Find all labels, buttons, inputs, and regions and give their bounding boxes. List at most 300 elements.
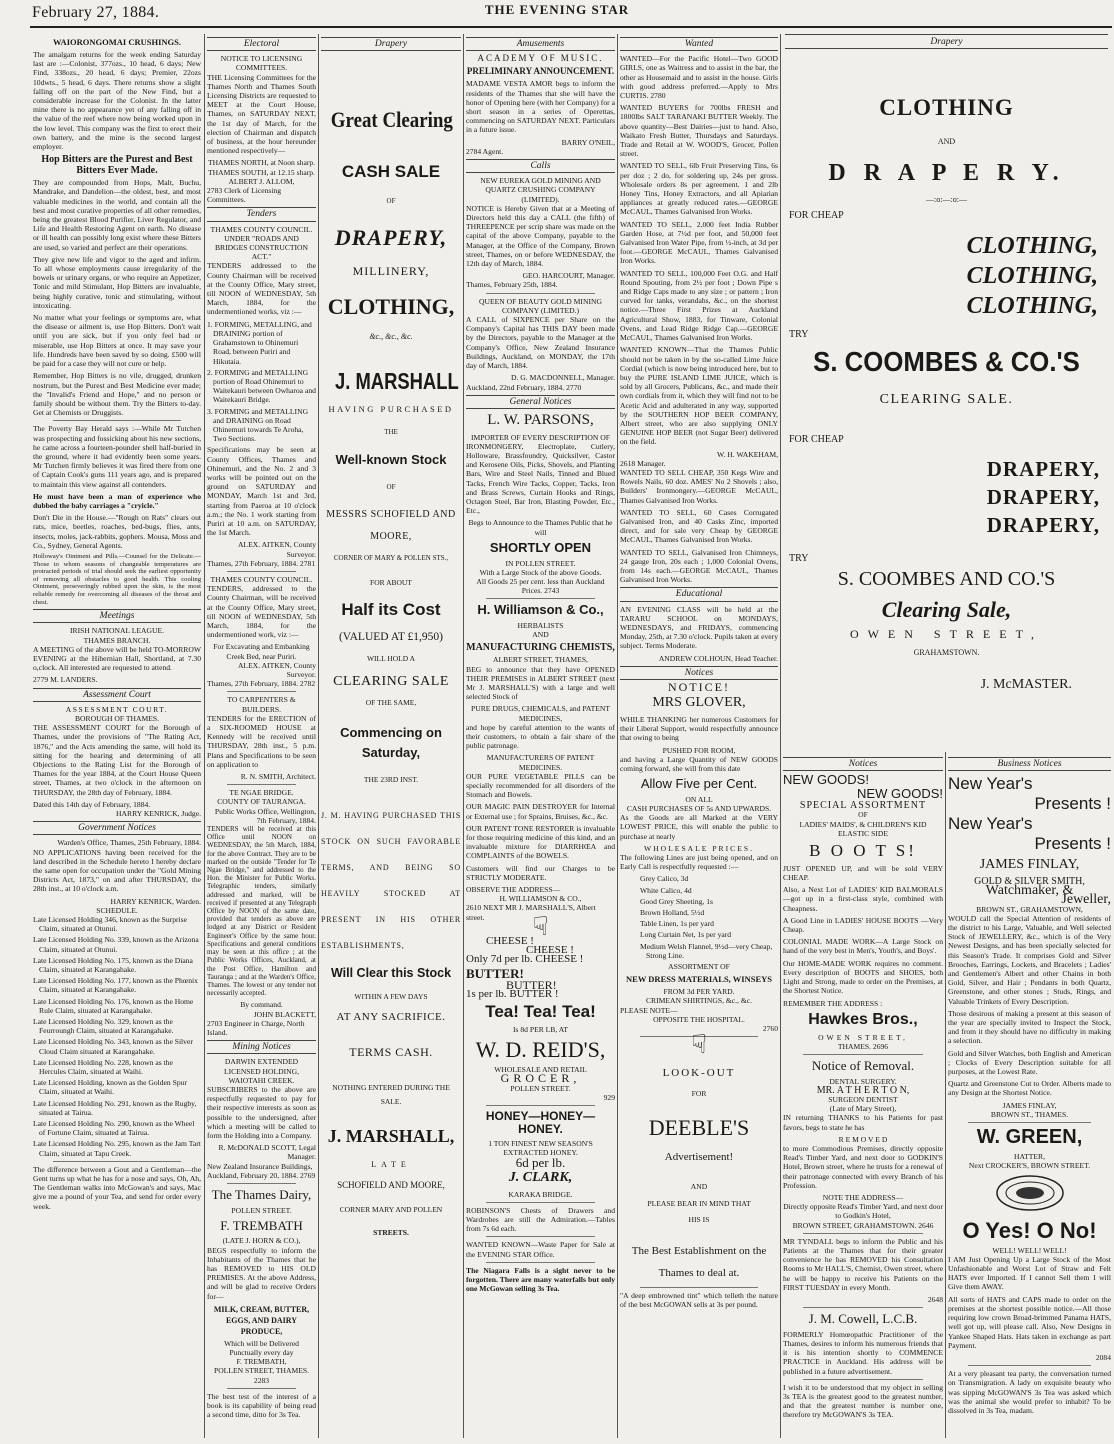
butter-2: BUTTER! (506, 977, 557, 992)
clearing-sale-heading: CLEARING SALE. (879, 392, 1014, 407)
column-divider (617, 34, 618, 1438)
section-header-mining: Mining Notices (207, 1040, 316, 1054)
crushings-body: The amalgam returns for the week ending Saturday last are :—Colonist, 377ozs., 10 head, 6 days; New Find, 338ozs., 20 head, 6 days; Premier, 22ozs 10dwts., 5 head, 6 days. There returns show a slight falling off on the part of the New Find, but a considerable increase for the Colonist. In the latter mine there is no appearance yet of any falling off in the value of the reef where now being worked upon in the low level. This company was the first to erect their own battery, and the mine is the second largest employer. (33, 50, 201, 152)
wholesale-prices: WHOLESALE PRICES. (644, 843, 754, 853)
allow-on: ON ALL (685, 794, 713, 804)
dairy-sub: POLLEN STREET. (231, 1205, 292, 1215)
dairy-late: (LATE J. HORN & CO.), (222, 1236, 301, 1246)
queen-sig: D. G. MACDONNELL, Manager. (511, 373, 615, 383)
column-1 (33, 34, 201, 1440)
honey-body: 1 TON FINEST NEW SEASON'S EXTRACTED HONEY. (488, 1139, 593, 1158)
licensing-body: THE Licensing Committees for the Thames North and Thames South Licensing Districts are requested to MEET at the Court House, Thames, on SATURDAY NEXT, the 1st day of March, for the election of Chairman and dispatch of business, at the hour hereunder mentioned respectively— (207, 72, 316, 156)
line-item: Long Curtain Net, 1s per yard (640, 930, 732, 940)
section-header-general: General Notices (466, 395, 615, 409)
cash-sale: CASH SALE (341, 162, 441, 182)
for-cheap: FOR CHEAP (789, 210, 844, 221)
licensing-sig: ALBERT J. ALLOM, (228, 176, 295, 186)
tender-work-item: 1. FORMING, METALLING, and DRAINING portion of Grahamstown to Ohinemuri Road, between Puriri and Hikutaia. (207, 319, 312, 366)
schofield-moore-2: SCHOFIELD AND MOORE, (337, 1180, 445, 1191)
section-header-notices: Notices (620, 666, 778, 680)
queen-title: QUEEN OF BEAUTY GOLD MINING COMPANY (LIMITED.) (479, 296, 602, 315)
mining-body: SUBSCRIBERS to the above are respectfully requested to pay for their respective interests as soon as possible to the undersigned, after which a meeting will be called to form the Holding into a Company. (207, 1084, 316, 1140)
clothing-script-line: CLOTHING, (966, 293, 1098, 319)
hop-bitters-body: Remember, Hop Bitters is no vile, drugged, drunken nostrum, but the Purest and Best Medicine ever made; the "Invalid's Friend and Hope," and no person or family should be without them. Try the Bitters to-day. Get at Chemists or Druggists. (33, 371, 201, 418)
williamson-sig: H. WILLIAMSON & CO., (499, 894, 582, 904)
new-years-1: New Year's (948, 774, 1033, 794)
williamson-pills: OUR PURE VEGETABLE PILLS can be specially recommended for all disorders of the Stomach and Bowels. (466, 771, 615, 800)
well-known-stock: Well-known Stock (335, 452, 447, 468)
tender-1-list (207, 320, 316, 444)
divider (486, 293, 595, 294)
tender-4-office: Public Works Office, Wellington, 7th February, 1884. (214, 806, 316, 825)
wanted-nails: WANTED TO SELL CHEAP, 350 Kegs Wire and Rowels Nails, 60 doz. AMES' No 2 Shovels ; also, Builders' Ironmongery.—GEORGE McCAUL, Thames Galvanised Iron Works. (620, 467, 778, 505)
eureka-body: NOTICE is Hereby Given that at a Meeting of Directors held this day a CALL (the fifth) of THREEPENCE per scrip share was made on the capital of the above Company, payable to the Manager, at the Office of the Company, Brown street, Thames, on or before WEDNESDAY, the 12th day of March, 1884. (466, 203, 615, 269)
divider (227, 691, 296, 692)
j-marshall-signature: J. MARSHALL, (327, 1126, 455, 1147)
presents-1: Presents ! (1034, 794, 1111, 814)
newspaper-title: THE EVENING STAR (484, 2, 630, 17)
divider (227, 784, 296, 785)
house-boots: A Good Line in LADIES' HOUSE BOOTS —Very Cheap. (783, 915, 943, 935)
schedule-item: Late Licensed Holding No. 176, known as the Home Rule Claim, situated at Karangahake. (33, 996, 194, 1015)
academy-sig: BARRY O'NEIL, (561, 137, 615, 147)
the-23rd-inst: THE 23RD INST. (363, 775, 419, 785)
clothing-script-line: CLOTHING, (966, 233, 1098, 259)
allow-five-percent: Allow Five per Cent. (640, 776, 758, 792)
j-marshall-title: J. MARSHALL (335, 367, 459, 394)
schedule-item: Late Licensed Holding No. 291, known as the Rugby, situated at Tairua. (33, 1098, 197, 1117)
bottom-item: The difference between a Gout and a Gentleman—the Gent turns up what he has for a nose and says, Oh, Ah, The Gentleman walks into McGowan's and says, Mac give me a pound of your Tea, and send for order every week. (33, 1164, 201, 1211)
schedule-item: Late Licensed Holding, known as the Golden Spur Claim, situated at Waihi. (33, 1078, 187, 1097)
divider (486, 1236, 595, 1237)
cowell: J. M. Cowell, L.C.B. (808, 1311, 918, 1327)
dairy-title: The Thames Dairy, (211, 1186, 312, 1202)
of-label-2: OF (386, 483, 396, 492)
boots-heading: B O O T S! (809, 841, 917, 861)
divider (227, 1183, 296, 1184)
finlay-sig2: BROWN ST., THAMES. (990, 1109, 1069, 1119)
divider (803, 1054, 923, 1055)
robinson-item: ROBINSON'S Chests of Drawers and Wardrobes are still the Admiration.—Tables from 7s 6d each. (466, 1205, 615, 1234)
tender-1-spec: Specifications may be seen at County Offices, Thames and Ohinemuri, and the No. 2 and 3 works will be pointed out on the ground on SATURDAY and MONDAY, March 1st and 3rd, starting from Paeroa at 10 o'clock a.m.; the No. 1 work starting from Puriri at 10 a.m. on SATURDAY, the 1st March. (207, 445, 316, 538)
section-header-electoral: Electoral (207, 37, 316, 51)
butter-3: 1s per lb. BUTTER ! (466, 987, 559, 1000)
williamson-tone: OUR PATENT TONE RESTORER is invaluable for those requiring medicine of this kind, and an invaluable mixture for DIARRHŒA and COMPLAINTS of the BOWELS. (466, 823, 615, 861)
schedule-item: Late Licensed Holding No. 175, known as the Diana Claim, situated at Karangahake. (33, 955, 193, 975)
well-well: WELL! WELL! WELL! (992, 1245, 1067, 1255)
line-item: Table Linen, 1s per yard (640, 919, 714, 929)
allow-body: As the Goods are all Marked at the VERY LOWEST PRICE, this will enable the public to purchase at nearly (620, 813, 778, 841)
clothing-heading: CLOTHING (879, 95, 1014, 120)
corner-mary-pollen: CORNER OF MARY & POLLEN STS., (333, 554, 449, 563)
mcmaster: J. McMASTER. (980, 677, 1072, 692)
column-divider (945, 752, 946, 1438)
w-green: W. GREEN, (976, 1125, 1083, 1148)
dairy-goods: MILK, CREAM, BUTTER, EGGS, AND DAIRY PRODUCE, (213, 1304, 310, 1336)
tyndall-no: 2648 (927, 1295, 943, 1305)
section-header-meetings: Meetings (33, 609, 201, 623)
cheese-2: CHEESE ! (526, 944, 574, 957)
streets: STREETS. (373, 1227, 409, 1237)
schedule-item: Late Licensed Holding No. 343, known as the Silver Cloud Claim situated at Karangahake. (33, 1037, 193, 1056)
wanted-spouting: WANTED TO SELL, 100,000 Feet O.G. and Half Round Spouting, from 2½ per foot ; Down Pipe s and Ridge Caps made to any size ; or pattern ; Iron curved for tanks, verandahs, &c., on the shortest notice.—Three First Prizes at Auckland Agricultural Show, 1883, for Tinware, Colonial Ovens, and Lead Ridge Ridge Cap.—GEORGE McCAUL, Thames Galvanised Iron Works. (620, 268, 778, 343)
hawkes-thames: THAMES. 2696 (837, 1041, 889, 1051)
licensing-north: THAMES NORTH, at Noon sharp. (207, 158, 316, 168)
please-note: PLEASE NOTE— (620, 1005, 678, 1015)
corner-mary-pollen-2: CORNER MARY AND POLLEN (339, 1204, 443, 1214)
cowell-body: FORMERLY Homœopathic Practitioner of the Thames, desires to inform his numerous friends that it is his intention shortly to COMMENCE PRACTICE in Auckland. His address will be published in a future advertisement. (783, 1329, 943, 1376)
divider (803, 1379, 923, 1380)
atherton-body: IN returning THANKS to his Patients for past favors, begs to state he has (783, 1113, 943, 1132)
tender-2-body: TENDERS, addressed to the County Chairman, will be received at the County Office, Mary street, till NOON of WEDNESDAY, 5th March, 1884, for the undermentioned work, viz :— (207, 584, 316, 640)
james-finlay: JAMES FINLAY, (979, 857, 1080, 873)
jm-purchased-body: J. M. HAVING PURCHASED THIS STOCK ON SUCH FAVORABLE TERMS, AND BEING SO HEAVILY STOCKED AT PRESENT IN HIS OTHER ESTABLISHMENTS, (321, 810, 461, 950)
williamson-charges: Customers will find our Charges to be STRICTLY MODERATE. (466, 863, 615, 882)
will-hold-a: WILL HOLD A (366, 653, 416, 663)
line-item: Good Grey Sheeting, 1s (640, 896, 713, 906)
finlay-body4: Quartz and Greenstone Cut to Order. Alberts made to any Design at the Shortest Notice. (948, 1079, 1111, 1098)
mining-addr: New Zealand Insurance Buildings, Auckland, February 20, 1884. 2769 (207, 1161, 316, 1180)
drapery-title: DRAPERY, (334, 225, 448, 251)
honey-price: 6d per lb. (515, 1154, 566, 1170)
hop-bitters-body: No matter what your feelings or symptoms are, what the disease or ailment is, use Hop Bitters. Don't wait until you are sick, but if you only feel bad or miserable, use Hop Bitters at once. It may save your life. Hundreds have been saved by so doing. £500 will be paid for a case they will not cure or help. (33, 313, 201, 369)
section-header-wanted: Wanted (620, 37, 778, 51)
column-divider (318, 34, 319, 1438)
tender-1-date: Thames, 27th February, 1884. 2781 (207, 558, 316, 568)
tender-4-by: By command. (240, 1000, 283, 1010)
note-address: NOTE THE ADDRESS— (822, 1192, 904, 1202)
tender-2-work: For Excavating and Embanking Creek Bed, near Puriri. (213, 642, 310, 661)
tender-4-body: TENDERS will be received at this Office until NOON on WEDNESDAY, the 5th March, 1884, for the above Contract. They are to be marked on the outside "Tender for Te Ngae Bridge," and addressed to the Hon. the Minister for Public Works. Telegraphic tenders, similarly addressed and marked, will be received if presented at any Telegraph Office by NOON of the same date, provided that tenders as above are lodged at any District or Resident Engineer's Office by the same hour. Specifications and general conditions may be seen at this office ; at the Public Works Offices, Auckland, at the Post Office, Hamilton and Tauranga ; and at the Warden's Office, Thames. The lowest or any tender not necessarily accepted. (207, 825, 316, 998)
section-header-drapery-2: Drapery (785, 34, 1108, 49)
wanted-chimneys: WANTED TO SELL, Galvanised Iron Chimneys, 24 gauge Iron, 20s each ; 1,000 Colonial Ovens, from 14s each.—GEORGE McCAUL, Thames Galvanised Iron Works. (620, 547, 778, 585)
cheese-3: Only 7d per lb. CHEESE ! (466, 953, 584, 966)
tender-2-date: Thames, 27th February, 1884. 2782 (207, 679, 316, 689)
drapery-line: DRAPERY, (986, 513, 1100, 537)
williamson-title: H. Williamson & Co., (477, 602, 604, 618)
eureka-date: Thames, February 25th, 1884. (466, 280, 558, 290)
tender-3-title: TO CARPENTERS & BUILDERS. (227, 695, 296, 714)
gov-office: Warden's Office, Thames, 25th February, 1884. (57, 838, 201, 848)
opposite-no: 2760 (762, 1024, 778, 1034)
dairy-deliver: Which will be Delivered Punctually every day (224, 1338, 299, 1358)
section-header-drapery: Drapery (321, 37, 461, 51)
etc: &c., &c., &c. (369, 331, 413, 341)
colhoun-sig: ANDREW COLHOUN, Head Teacher. (658, 653, 778, 663)
will-clear-stock: Will Clear this Stock (330, 965, 452, 980)
honey-title: HONEY—HONEY—HONEY. (485, 1109, 596, 1136)
valued-at: (VALUED AT £1,950) (338, 630, 444, 643)
divider (227, 1388, 296, 1389)
lines-list (620, 874, 778, 960)
allow-cash: CASH PURCHASES OF 5s AND UPWARDS. (626, 803, 772, 813)
tender-1-body: TENDERS addressed to the County Chairman will be received at the County Office, Mary street, till NOON of WEDNESDAY, 5th March, 1884, for the undermentioned works, viz :— (207, 261, 316, 317)
clearing-sale: CLEARING SALE (333, 673, 449, 689)
finlay-body: WOULD call the Special Attention of residents of the district to his Large, Valuable, and Well selected Stock of JEWELLERY, &c., which is of the Very Newest Designs, and has been specially selected for this Season's Trade. It comprises Gold and Silver Brooches, Earrings, Lockets, and Bracelets ; Ladies' and Gentlemen's Albert and other Chains in both Gold, Silver, and Hair ; Pendants in both Quartz, Greenstone, and other stones ; Studs, Rings, and Valuable Trinkets of Every Description. (948, 913, 1111, 1006)
tender-4-sub: COUNTY OF TAURANGA. (217, 797, 306, 807)
irish-league-sig: 2779 M. LANDERS. (33, 675, 98, 685)
column-6 (783, 754, 943, 1440)
tender-work-item: 3. FORMING and METALLING and DRAINING on Road Ohinemuri towards Te Aroha, Two Sections. (207, 406, 309, 444)
waste-paper-item: WANTED KNOWN—Waste Paper for Sale at the EVENING STAR Office. (466, 1240, 615, 1259)
o-yes-o-no: O Yes! O No! (962, 1217, 1097, 1243)
divider (640, 1287, 758, 1288)
evening-class: AN EVENING CLASS will be held at the TARARU SCHOOL on MONDAYS, WEDNESDAYS, and FRIDAYS, commencing Monday, 25th, at 7.30 o'clock. Pupils taken at every subject. Terms Moderate. (620, 604, 778, 651)
winseys-from: FROM 3d PER YARD. (663, 987, 735, 997)
gov-sig: HARRY KENRICK, Warden. (110, 896, 201, 906)
tender-3-body: TENDERS for the ERECTION of a SIX-ROOMED HOUSE at Kennedy will be received until THURSDAY, 28th inst., 5 p.m. Plans and Specifications to be seen on application to (207, 713, 316, 769)
try-label: TRY (789, 329, 809, 340)
wakeham-sig: W. H. WAKEHAM, (717, 449, 778, 459)
home-made: Our HOME-MADE WORK requires no comment. Every description of BOOTS and SHOES, both Light and Strong, made to order on the Premises, at the Shortest Notice. (783, 958, 943, 996)
ladies-boots: LADIES' MAIDS', & CHILDREN'S KID ELASTIC SIDE (799, 819, 927, 838)
green-no: 2084 (1095, 1352, 1111, 1362)
drapery-line: DRAPERY, (986, 485, 1100, 509)
and-label: AND (690, 1182, 708, 1192)
schedule-item: Late Licensed Holding No. 228, known as the Hercules Claim, situated at Waihi. (33, 1057, 173, 1077)
advertisement: Advertisement! (664, 1150, 734, 1163)
assessment-title: ASSESSMENT COURT. (65, 704, 169, 714)
drapery-heading: D R A P E R Y. (828, 160, 1065, 186)
ornament: —:o:—:o:— (926, 195, 967, 204)
divider (968, 1122, 1091, 1123)
coombes-heading: S. COOMBES & CO.'S (813, 346, 1080, 377)
williamson-magic: OUR MAGIC PAIN DESTROYER for Internal or External use ; for Sprains, Bruises, &c., &c. (466, 802, 615, 821)
hatter: HATTER, (1013, 1151, 1045, 1161)
wanted-fruit-tins: WANTED TO SELL, 6lb Fruit Preserving Tins, 6s per doz ; 2 do, for soldering up, 24s per gross. Wholesale orders 8s per agreement. 1 and 2lb Honey Tins, Honey Extractors, and all Apiarian appliances at greatly reduced rates.—GEORGE McCAUL, Thames Galvanised Iron Works. (620, 161, 778, 217)
atherton-addr2: BROWN STREET, GRAHAMSTOWN. 2646 (792, 1220, 934, 1230)
tyndall-body: MR TYNDALL begs to inform the Public and his Patients at the Thames that for their greater convenience he has REMOVED his Consultation Rooms to Mr HALL'S, Chemist, Owen street, where he will be happy to receive his Patients on the FIRST TUESDAY in every Month. (783, 1236, 943, 1292)
line-item: White Calico, 4d (640, 885, 692, 895)
parsons-price: All Goods 25 per cent. less than Auckland Prices. 2743 (476, 576, 605, 596)
licensing-south: THAMES SOUTH, at 12.15 sharp. (208, 167, 315, 177)
masthead (0, 0, 1114, 34)
notice-of-removal: Notice of Removal. (811, 1057, 915, 1073)
section-header-amusements: Amusements (466, 37, 615, 51)
holloway-item: Holloway's Ointment and Pills.—Counsel for the Delicate.—Those to whom seasons of changeable temperatures are protracted periods of trial should seek the earliest opportunity of removing all obstacles to good health. This cooling Ointment, perseveringly rubbed upon the skin, is the most reliable remedy for overcoming all diseases of the throat and chest. (33, 552, 201, 606)
williamson-sig2: 2610 NEXT MR J. MARSHALL'S, Albert street. (466, 903, 596, 922)
williamson-body: BEG to announce that they have OPENED THEIR PREMISES in ALBERT STREET (next Mr J. MARSHALL'S) with a large and well selected Stock of (466, 664, 615, 702)
wd-reids: W. D. REID'S, (475, 1037, 606, 1063)
section-header-government: Government Notices (33, 821, 201, 835)
presents-2: Presents ! (1034, 834, 1111, 854)
j-clark: J. CLARK, (508, 1169, 573, 1185)
owen-street: OWEN STREET, (849, 627, 1044, 641)
parsons-body2: Begs to Announce to the Thames Public that he will (468, 518, 613, 537)
late-mary-street: (Late of Mary Street), (829, 1104, 897, 1114)
queen-body: A CALL of SIXPENCE per Share on the Company's Capital has THIS DAY been made by the Directors, payable to the Manager at the Company's Office, New Zealand Insurance Buildings, Auckland, on MONDAY, the 17th day of March, 1884. (466, 315, 615, 371)
surgeon-dentist: SURGEON DENTIST (828, 1094, 898, 1104)
half-its-cost: Half its Cost (341, 599, 441, 619)
line-item: Grey Calico, 3d (640, 874, 689, 884)
academy-body: MADAME VESTA AMOR begs to inform the residents of the Thames that she will have the honor of Opening here (with her Company) for a short season in a series of Operettas, commencing on SATURDAY NEXT. Particulars in a future issue. (466, 79, 615, 135)
clearing-sale-script: Clearing Sale, (881, 597, 1012, 622)
schofield-and-moore: MESSRS SCHOFIELD AND MOORE, (326, 509, 456, 543)
tender-work-item: 2. FORMING and METALLING portion of Road Ohinemuri to Waitekauri between Owharoa and Waitekauri Bridge. (207, 367, 316, 405)
williamson-sub: HERBALISTS (517, 620, 564, 630)
tender-1-sub: UNDER "ROADS AND BRIDGES CONSTRUCTION ACT." (214, 233, 309, 262)
reid-sub: WHOLESALE AND RETAIL (494, 1065, 587, 1075)
wakeham-no: 2618 Manager. (620, 458, 666, 468)
schedule-item: Late Licensed Holding No. 295, known as the Jam Tart Claim, situated at Tapu Creek. (33, 1139, 201, 1158)
clark-addr: KARAKA BRIDGE. (508, 1189, 573, 1199)
column-5 (620, 34, 778, 1440)
the-label: THE (384, 428, 398, 437)
eureka-title: NEW EUREKA GOLD MINING AND QUARTZ CRUSHING COMPANY (LIMITED). (480, 176, 601, 204)
licensing-title: NOTICE TO LICENSING COMMITTEES. (220, 54, 303, 73)
gov-body: NO APPLICATIONS having been received for the land described in the Schedule hereto I hereby declare the same open for occupation under the "Gold Mining Districts Act, 1873," on and after THURSDAY, the 28th inst., at 10 o'clock a.m. (33, 847, 201, 894)
pointing-hand-icon: ☟ (532, 911, 549, 941)
parsons-body: IRONMONGERY, Electroplate, Cutlery, Holloware, Brassfoundry, Quicksilver, Castor and Kerosene Oils, Picks, Shovels, and Planting Bars, Wire and Steel Nails, Tinned and Blued Tacks, French Wire Tacks, Copper, Tacks, Iron and Brass Screws, Curtain Hooks and Rings, Octagon Steel, Bar Iron, Blasting Powder, Etc., Etc., (466, 441, 615, 516)
bottom-item: I wish it to be understood that my object in selling 3s TEA is the greatest good to the greatest number, and that the greatest number is number one, therefore try McGOWAN'S 3s TEA. (783, 1382, 943, 1420)
parsons-where: IN POLLEN STREET. (505, 558, 576, 568)
williamson-addr: ALBERT STREET, THAMES, (493, 655, 588, 665)
williamson-body2: and hope by careful attention to the wants of their customers, to obtain a fair share of the public patronage. (466, 722, 615, 751)
tender-4-sig: JOHN BLACKETT, (253, 1009, 316, 1019)
and-label: AND (937, 137, 956, 146)
academy-sub: PRELIMINARY ANNOUNCEMENT. (466, 66, 615, 77)
eureka-sig: GEO. HARCOURT, Manager. (522, 271, 615, 281)
section-header-assessment: Assessment Court (33, 688, 201, 702)
shortly-open: SHORTLY OPEN (489, 539, 592, 555)
having-purchased: HAVING PURCHASED (328, 404, 454, 415)
mining-title: DARWIN EXTENDED LICENSED HOLDING, WAIOTAHI CREEK. (223, 1057, 300, 1085)
try-label-2: TRY (789, 553, 809, 564)
just-opened: JUST OPENED UP, and will be sold VERY CHEAP. (783, 863, 943, 883)
bottom-item: At a very pleasant tea party, the conversation turned on Transmigration. A lady on exquisite beauty who was sipping McGOWAN'S 3s Tea was asked which was the animal she would prefer to inhabit? To be dissolved in 3s Tea, madam. (948, 1369, 1111, 1415)
rough-on-rats-item: Don't Die in the House.—"Rough on Rats" clears out rats, mice, beetles, roaches, bed-bugs, flies, ants, insects, moles, jack-rabbits, gophers. Mousa, Moss and Co., Sydney, General Agents. (33, 513, 201, 550)
late-label: LATE (371, 1160, 411, 1170)
balmorals: Also, a Next Lot of LADIES' KID BALMORALS—got up in a first-class style, combined with Cheapness. (783, 885, 943, 913)
divider (53, 1161, 181, 1162)
line-item: Medium Welsh Flannel, 9½d—very Cheap, Strong Line. (640, 941, 773, 960)
section-header-educational: Educational (620, 587, 778, 601)
mining-sig: R. McDONALD SCOTT, Legal Manager. (218, 1143, 316, 1162)
column-3-drapery-ad (321, 34, 461, 1440)
great-clearing: Great Clearing (330, 107, 453, 133)
remember-address: REMEMBER THE ADDRESS : (783, 998, 883, 1008)
drapery-line: DRAPERY, (986, 457, 1100, 481)
tender-1-title: THAMES COUNTY COUNCIL. (210, 224, 313, 234)
grocer: GROCER, (500, 1071, 581, 1086)
divider (486, 1202, 595, 1203)
bottom-item: The Niagara Falls is a sight never to be forgotten. There are many waterfalls but only one McGowan selling 3s Tea. (466, 1265, 615, 1294)
new-years-2: New Year's (948, 814, 1033, 834)
column-divider (204, 34, 205, 1438)
column-2 (207, 34, 316, 1440)
wanted-hose: WANTED TO SELL, 2,000 feet India Rubber Garden Hose, at 7½d per foot, and 50,000 feet Galvanised Iron Water Pipe, from ½-inch, at 3d per foot.—GEORGE McCAUL, Thames Galvanised Iron Works. (620, 219, 778, 266)
atherton-addr: Directly opposite Read's Timber Yard, and next door to Godkin's Hotel, (783, 1202, 943, 1221)
coombes-drapery-ad (781, 34, 1112, 752)
schedule-title: SCHEDULE. (96, 905, 138, 915)
hat-icon (948, 1174, 1111, 1214)
tender-4-title: TE NGAE BRIDGE. (229, 788, 294, 798)
glover-body2: and having a Large Quantity of NEW GOODS coming forward, she will from this date (620, 754, 778, 773)
finlay-body2: Those desirous of making a present at this season of the year are specially invited to Inspect the Stock, and from it they should have no difficulty in making a selection. (948, 1008, 1111, 1046)
parsons-sub: IMPORTER OF EVERY DESCRIPTION OF (471, 432, 610, 442)
parsons-title: L. W. PARSONS, (487, 411, 594, 428)
drapery-list (781, 455, 1112, 539)
tender-1-sig: ALEX. AITKEN, County Surveyor. (237, 540, 316, 559)
special-assortment: SPECIAL ASSORTMENT (799, 800, 927, 812)
crimean: CRIMEAN SHIRTINGS, &c., &c. (645, 996, 753, 1006)
section-header-business: Business Notices (948, 757, 1111, 771)
academy-title: ACADEMY OF MUSIC. (477, 53, 604, 64)
bottom-item: The best test of the interest of a book is its capability of being read a second time, ditto for 3s Tea. (207, 1391, 316, 1420)
deebles: DEEBLE'S (648, 1114, 750, 1140)
reid-no: 929 (603, 1092, 615, 1102)
williamson-goods: PURE DRUGS, CHEMICALS, and PATENT MEDICINES, (471, 704, 610, 723)
hawkes-bros: Hawkes Bros., (808, 1010, 918, 1028)
bottom-item: "A deep embrowned tint" which telleth the nature of the best McGOWAN sells at 3s per pound. (620, 1290, 778, 1309)
bear-in-mind: PLEASE BEAR IN MIND THAT (647, 1199, 751, 1209)
look-out: LOOK-OUT (662, 1067, 736, 1080)
schedule-item: Late Licensed Holding No. 290, known as the Wheel of Fortune Claim, situated at Tairua. (33, 1119, 195, 1138)
wanted-buyers: WANTED BUYERS for 700lbs FRESH and 1800lbs SALT TARANAKI BUTTER Weekly. The above quantity—Best Dairies—just to hand. Also, Waikato Fresh Butter, Thursdays and Saturdays. Trade and Retail at W. WOOD'S, Grocer, Pollen street. (620, 103, 778, 159)
within-a-few-days: WITHIN A FEW DAYS (354, 991, 428, 1001)
dairy-body: BEGS respectfully to inform the Inhabitants of the Thames that he has REMOVED to HIS OLD PREMISES. At the above Address, and will be glad to receive Orders for— (207, 1245, 316, 1301)
academy-sig2: 2784 Agent. (466, 146, 504, 156)
commencing-saturday: Commencing on Saturday, (340, 725, 442, 761)
queen-date: Auckland, 22nd February, 1884. 2770 (466, 382, 582, 392)
jeweller: Jeweller, (1061, 892, 1111, 908)
parsons-stock: With a Large Stock of the above Goods. (479, 567, 602, 577)
glover-pushed: PUSHED FOR ROOM, (662, 745, 736, 755)
column-4 (466, 34, 615, 1440)
tender-3-sig: R. N. SMITH, Architect. (240, 772, 316, 782)
williamson-and: AND (532, 630, 549, 640)
schedule-item: Late Licensed Holding No. 177, known as the Phœnix Claim, situated at Karangahake. (33, 976, 198, 995)
licensing-sig2: 2783 Clerk of Licensing Committees. (207, 186, 282, 205)
hop-bitters-body: They give new life and vigor to the aged and infirm. To all whose employments cause irregularity of the bowels or urinary organs, or who require an Appetizer, Tonic and mild Stimulant, Hop Bitters are invaluable, being highly curative, tonic and stimulating, without intoxicating. (33, 254, 201, 310)
assessment-date: Dated this 14th day of February, 1884. (33, 799, 151, 809)
williamson-mfr: MANUFACTURERS OF PATENT MEDICINES. (486, 753, 595, 772)
assortment: ASSORTMENT OF (668, 962, 730, 971)
divider (53, 420, 181, 421)
assessment-sub: BOROUGH OF THAMES. (74, 713, 160, 723)
schedule-item: Late Licensed Holding No. 339, known as the Arizona Claim, situated at Otunui. (33, 935, 199, 954)
divider (968, 1365, 1091, 1366)
butter-1: BUTTER! (466, 965, 524, 981)
schedule-item: Late Licensed Holding No. 329, known as the Feurroungh Claim, situated at Karangahake. (33, 1017, 174, 1036)
winseys: NEW DRESS MATERIALS, WINSEYS (626, 974, 772, 985)
glover-body: WHILE THANKING her numerous Customers for their Liberal Support, would respectfully announce that owing to being (620, 714, 778, 743)
column-divider (463, 34, 464, 1438)
line-item: Brown Holland, 5½d (640, 907, 705, 917)
dairy-sig: F. TREMBATH, (236, 1357, 287, 1367)
of-the-same: OF THE SAME, (365, 698, 417, 708)
new-goods-1: NEW GOODS! (783, 772, 869, 788)
atherton: MR. A T H E R T O N, (816, 1084, 910, 1096)
terms-cash: TERMS CASH. (349, 1045, 433, 1060)
irish-league-title: IRISH NATIONAL LEAGUE. (70, 626, 164, 636)
finlay-body3: Gold and Silver Watches, both English and American ; Clocks of Every Description suitable for all purposes, at the Lowest Rate. (948, 1048, 1111, 1076)
look-out-for: FOR (691, 1088, 707, 1098)
hop-bitters-title: Hop Bitters are the Purest and Best Bitters Ever Made. (41, 154, 193, 177)
masthead-rule (30, 26, 1112, 28)
tea-tea-tea: Tea! Tea! Tea! (485, 1002, 596, 1022)
divider (227, 571, 296, 572)
cryicle-item: He must have been a man of experience who dubbed the baby carriages a "cryicle." (33, 491, 201, 510)
notice-title: NOTICE! (668, 680, 730, 694)
his-is: HIS IS (688, 1214, 710, 1224)
dental-surgery: DENTAL SURGERY. (829, 1076, 897, 1086)
clothing-title: CLOTHING, (327, 293, 455, 319)
hop-bitters-body: They are compounded from Hops, Malt, Buchu, Mandrake, and Dandelion—the oldest, best, and most valuable medicines in the world, and contain all the best and most curative properties of all other remedies, being the greatest Blood Purifier, Liver Regulator, and Life and Health Restoring Agent on earth. No disease or ill health can possibly long exist where these Bitters are used, so varied and perfect are their operations. (33, 178, 201, 252)
removed: R E M O V E D (838, 1134, 888, 1144)
gold-silver-smith: GOLD & SILVER SMITH, (974, 875, 1085, 887)
assessment-sig: HARRY KENRICK, Judge. (116, 808, 201, 818)
